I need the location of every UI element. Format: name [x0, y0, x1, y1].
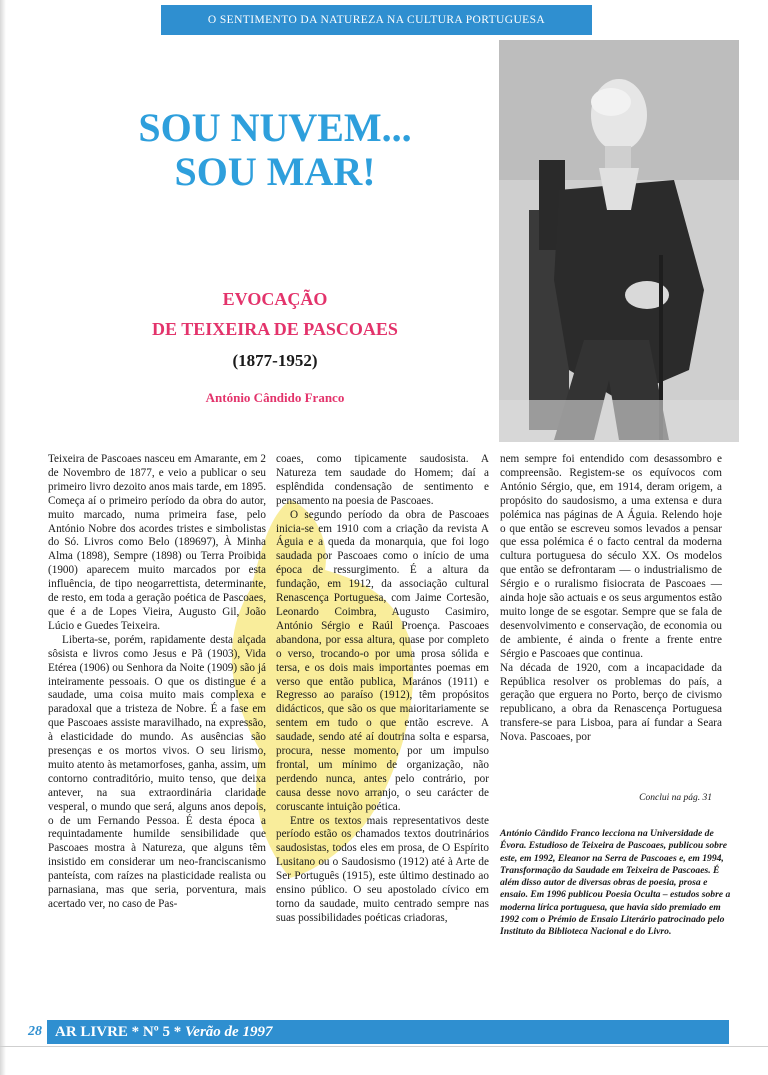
page-edge: [0, 0, 6, 1075]
bottom-rule: [0, 1046, 768, 1047]
article-title: [95, 106, 455, 194]
subtitle-line-1: EVOCAÇÃO: [222, 289, 328, 309]
paragraph: Entre os textos mais representativos deste período estão os chamados textos doutrinários saudosistas, todos eles em prosa, de O Espírito Lusitano ou o Saudosismo (1912) até à Arte de Ser Português (1915), este último destinado ao ensino público. O seu apostolado cívico em torno da saudade, muito centrado sempre nas suas possibilidades poéticas criadoras,: [276, 814, 489, 924]
title-line-2: SOU MAR!: [174, 149, 376, 194]
portrait-illustration: [499, 40, 739, 442]
paragraph: O segundo período da obra de Pascoaes inicia-se em 1910 com a criação da revista A Águia e a queda da monarquia, que foi logo saudada por Pascoaes como o início de uma época de ressurgimento. É a altura da fundação, em 1912, da associação cultural Renascença Portuguesa, com Jaime Cortesão, Leonardo Coimbra, Augusto Casimiro, António Sérgio e Raúl Proença. Pascoaes abandona, por essa altura, quase por completo o verso, trocando-o por uma prosa sólida e tersa, e os dois mais importantes poemas em verso que então publica, Marános (1911) e Regresso ao paraíso (1912), têm propósitos didácticos, que são os que maioritariamente se sentem em tudo o que então escreve. A saudade, sendo até aí doutrina solta e esparsa, procura, nesse momento, por um impulso frontal, um mínimo de organização, não perdendo nunca, antes pelo contrário, por causa desse novo arranjo, o seu carácter de coruscante intuição poética.: [276, 508, 489, 813]
title-line-1: SOU NUVEM...: [138, 105, 412, 150]
paragraph: Teixeira de Pascoaes nasceu em Amarante, em 2 de Novembro de 1877, e veio a publicar o seu primeiro livro dezoito anos mais tarde, em 1895. Começa aí o primeiro período da obra do autor, muito marcado, numa primeira fase, pelo António Nobre dos acordes tristes e simbolistas do Só. Livros como Belo (189697), À Minha Alma (1898), Sempre (1898) ou Terra Proibida (1900) aparecem muito marcados por esta influência, de tipo neogarrettista, determinante, de resto, em toda a geração poética de Pascoaes, que é a de Lopes Vieira, Augusto Gil, João Lúcio e Guedes Teixeira.: [48, 453, 266, 632]
issue-season: Verão de 1997: [184, 1024, 273, 1040]
page-number: 28: [23, 1020, 47, 1044]
author-bio: António Cândido Franco lecciona na Universidade de Évora. Estudioso de Teixeira de Pascoaes, publicou sobre este, em 1992, Eleanor na Serra de Pascoaes e, em 1994, Transformação da Saudade em Teixeira de Pascoaes. É além disso autor de diversas obras de poesia, prosa e ensaio. Em 1996 publicou Poesia Oculta – estudos sobre a moderna lírica portuguesa, que havia sido premiado em 1992 com o Prémio de Ensaio Literário patrocinado pelo Instituto da Biblioteca Nacional e do Livro.: [500, 828, 731, 938]
subtitle-line-2: DE TEIXEIRA DE PASCOAES: [152, 319, 398, 339]
subtitle-years: (1877-1952): [232, 351, 318, 370]
footer-magazine-info: [55, 1020, 272, 1044]
paragraph: coaes, como tipicamente saudosista. A Natureza tem saudade do Homem; daí a esplêndida condensação de sentimento e pensamento na poesia de Pascoaes.: [276, 453, 489, 507]
subtitle-block: [95, 284, 455, 406]
footer-bar: [23, 1020, 729, 1044]
text-column-1: [48, 453, 266, 912]
author-byline: António Cândido Franco: [205, 390, 345, 405]
paragraph: Na década de 1920, com a incapacidade da República resolver os problemas do país, a geração que erguera no Porto, berço de civismo republicano, a obra da Renascença Portuguesa transfere-se para Lisboa, para aí fundar a Seara Nova. Pascoaes, por: [500, 661, 722, 744]
section-banner: O SENTIMENTO DA NATUREZA NA CULTURA PORTUGUESA: [161, 5, 592, 35]
text-column-3: [500, 453, 722, 745]
magazine-name: AR LIVRE * Nº 5 *: [55, 1024, 185, 1040]
text-column-2: [276, 453, 489, 926]
portrait-photo: [499, 40, 739, 442]
paragraph: nem sempre foi entendido com desassombro e compreensão. Registem-se os equívocos com António Sérgio, que, em 1914, deram origem, a propósito do saudosismo, a uma extensa e dura polémica nas páginas de A Águia. Relendo hoje o que então se escreveu somos levados a pensar que essa polémica é o facto central da moderna cultura portuguesa do século XX. Os modelos que então se defrontaram — o industrialismo de Sérgio e o ruralismo fisiocrata de Pascoaes — ainda hoje são actuais e os seus argumentos estão muito longe de se esgotar. Sempre que se fala de desenvolvimento e conservação, de economia ou de ambiente, é ainda o frente a frente entre Sérgio e Pascoaes que continua.: [500, 453, 722, 660]
paragraph: Liberta-se, porém, rapidamente desta alçada sôsista e livros como Jesus e Pã (1903), Vida Etérea (1906) ou Senhora da Noite (1909) são já inteiramente pessoais. O que os distingue é a saudade, uma coisa muito mais complexa e paradoxal que a tristeza de Nobre. É a fase em que Pascoaes assiste maravilhado, na expressão, à elasticidade do mundo. As ausências são presenças e os mortos vivos. O seu lirismo, muito atento às metamorfoses, ganha, assim, um contorno contraditório, muito tenso, que deixa antever, na sua extraordinária claridade vesperal, o mundo que será, alguns anos depois, o de um Fernando Pessoa. É desta época a requintadamente humilde sensibilidade que Pascoaes mostra à Natureza, que alguns têm insistido em considerar um neo-franciscanismo panteísta, com raízes na plasticidade realista ou parnasiana, mas que seria, porventura, mais acertado ver, no caso de Pas-: [48, 633, 266, 910]
continued-note: Conclui na pág. 31: [639, 793, 712, 803]
